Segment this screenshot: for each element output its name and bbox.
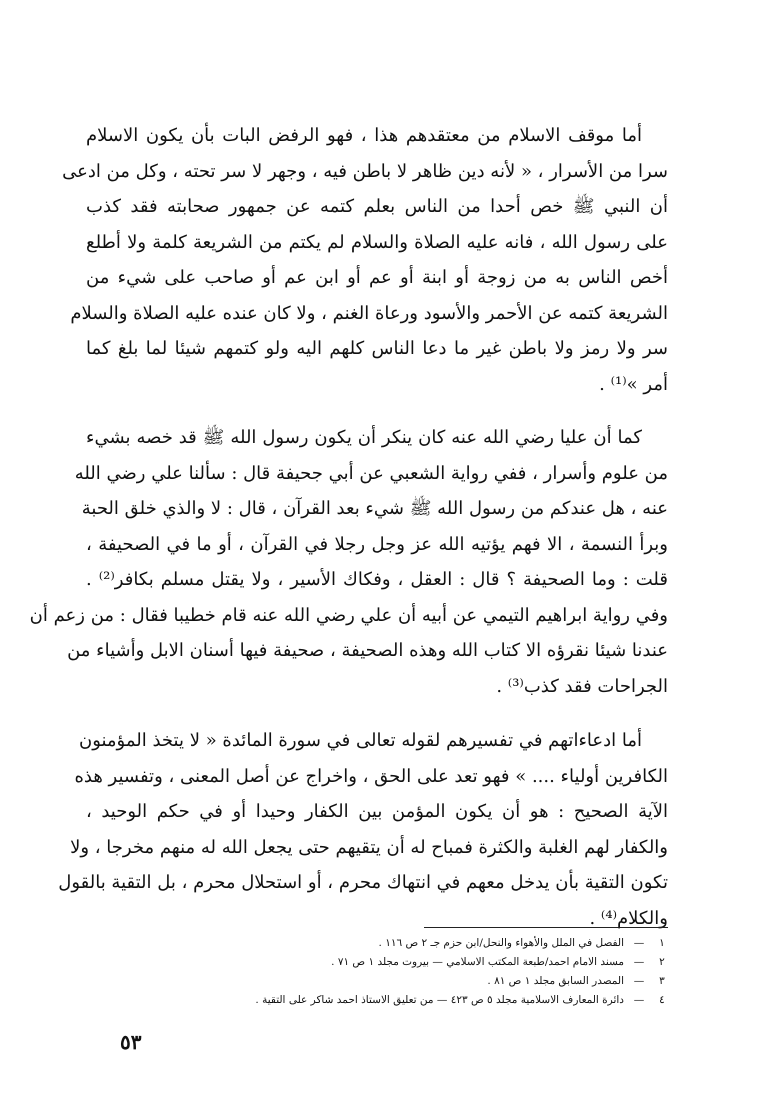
text-line: عندنا شيئا نقرؤه الا كتاب الله وهذه الصحيفة ، صحيفة فيها أسنان الابل وأشياء من: [67, 640, 668, 661]
footnote-item: [86, 991, 670, 1010]
footnote-dash: —: [633, 975, 645, 987]
text-line: الكافرين أولياء .... » فهو تعد على الحق ، واخراج عن أصل المعنى ، وتفسير هذه: [74, 765, 668, 787]
footnote-number: ١: [659, 937, 665, 949]
footnote-text: المصدر السابق مجلد ١ ص ٨١ .: [487, 975, 624, 987]
footnote-text: مسند الامام احمد/طبعة المكتب الاسلامي — بيروت مجلد ١ ص ٧١ .: [331, 956, 624, 968]
footnote-number: ٤: [659, 994, 665, 1006]
text-line: أما ادعاءاتهم في تفسيرهم لقوله تعالى في سورة المائدة « لا يتخذ المؤمنون: [78, 730, 642, 751]
text-line: أخص الناس به من زوجة أو ابنة أو عم أو ابن عم أو صاحب على شيء من: [86, 267, 668, 288]
footnote-item: [86, 934, 670, 953]
text-line: أن النبي ﷺ خص أحدا من الناس بعلم كتمه عن جمهور صحابته فقد كذب: [86, 196, 668, 217]
text-line: سر ولا رمز ولا باطن غير ما دعا الناس كلهم اليه ولو كتمهم شيئا لما بلغ كما: [86, 338, 668, 359]
paragraph-2: [29, 420, 668, 704]
text-line: والكفار لهم الغلبة والكثرة فمباح له أن يتقيهم حتى يجعل الله له منهم مخرجا ، ولا: [70, 836, 668, 858]
text-line: كما أن عليا رضي الله عنه كان ينكر أن يكون رسول الله ﷺ قد خصه بشيء: [86, 427, 642, 448]
footnote-dash: —: [633, 937, 645, 949]
text-line: وفي رواية ابراهيم التيمي عن أبيه أن علي رضي الله عنه قام خطيبا فقال : من زعم أن: [29, 604, 668, 626]
footnotes: [86, 934, 670, 1010]
text-line: تكون التقية بأن يدخل معهم في انتهاك محرم ، أو استحلال محرم ، بل التقية بالقول: [58, 872, 668, 893]
paragraph-3: [58, 723, 668, 936]
main-text: [29, 118, 668, 936]
footnote-text: الفصل في الملل والأهواء والنحل/ابن حزم جـ ٢ ص ١١٦ .: [378, 937, 624, 949]
text-line: على رسول الله ، فانه عليه الصلاة والسلام لم يكتم من الشريعة كلمة ولا أطلع: [86, 231, 668, 253]
footnote-number: ٣: [659, 975, 665, 987]
text-line: أمر »⁽¹⁾ .: [599, 373, 668, 395]
text-line: عنه ، هل عندكم من رسول الله ﷺ شيء بعد القرآن ، قال : لا والذي خلق الحبة: [81, 498, 668, 519]
footnote-dash: —: [633, 956, 645, 968]
text-line: الجراحات فقد كذب⁽³⁾ .: [496, 675, 668, 697]
page-number: ٥٣: [120, 1030, 142, 1054]
footnote-text: دائرة المعارف الاسلامية مجلد ٥ ص ٤٢٣ — من تعليق الاستاذ احمد شاكر على التقية .: [255, 994, 624, 1006]
text-line: الآية الصحيح : هو أن يكون المؤمن بين الكفار وحيدا أو في حكم الوحيد ،: [86, 801, 668, 822]
footnote-number: ٢: [659, 956, 665, 968]
footnote-divider: [424, 927, 668, 928]
paragraph-1: [62, 118, 668, 402]
footnote-dash: —: [633, 994, 645, 1006]
text-line: قلت : وما الصحيفة ؟ قال : العقل ، وفكاك الأسير ، ولا يقتل مسلم بكافر⁽²⁾ .: [86, 569, 668, 590]
text-line: سرا من الأسرار ، « لأنه دين ظاهر لا باطن فيه ، وجهر لا سر تحته ، وكل من ادعى: [62, 160, 668, 182]
text-line: والكلام⁽⁴⁾ .: [589, 907, 668, 929]
footnote-item: [86, 953, 670, 972]
text-line: وبرأ النسمة ، الا فهم يؤتيه الله عز وجل رجلا في القرآن ، أو ما في الصحيفة ،: [86, 533, 668, 555]
text-line: الشريعة كتمه عن الأحمر والأسود ورعاة الغنم ، ولا كان عنده عليه الصلاة والسلام: [70, 302, 668, 324]
text-line: أما موقف الاسلام من معتقدهم هذا ، فهو الرفض البات بأن يكون الاسلام: [86, 125, 642, 146]
text-line: من علوم وأسرار ، ففي رواية الشعبي عن أبي جحيفة قال : سألنا علي رضي الله: [74, 462, 668, 484]
footnote-item: [86, 972, 670, 991]
